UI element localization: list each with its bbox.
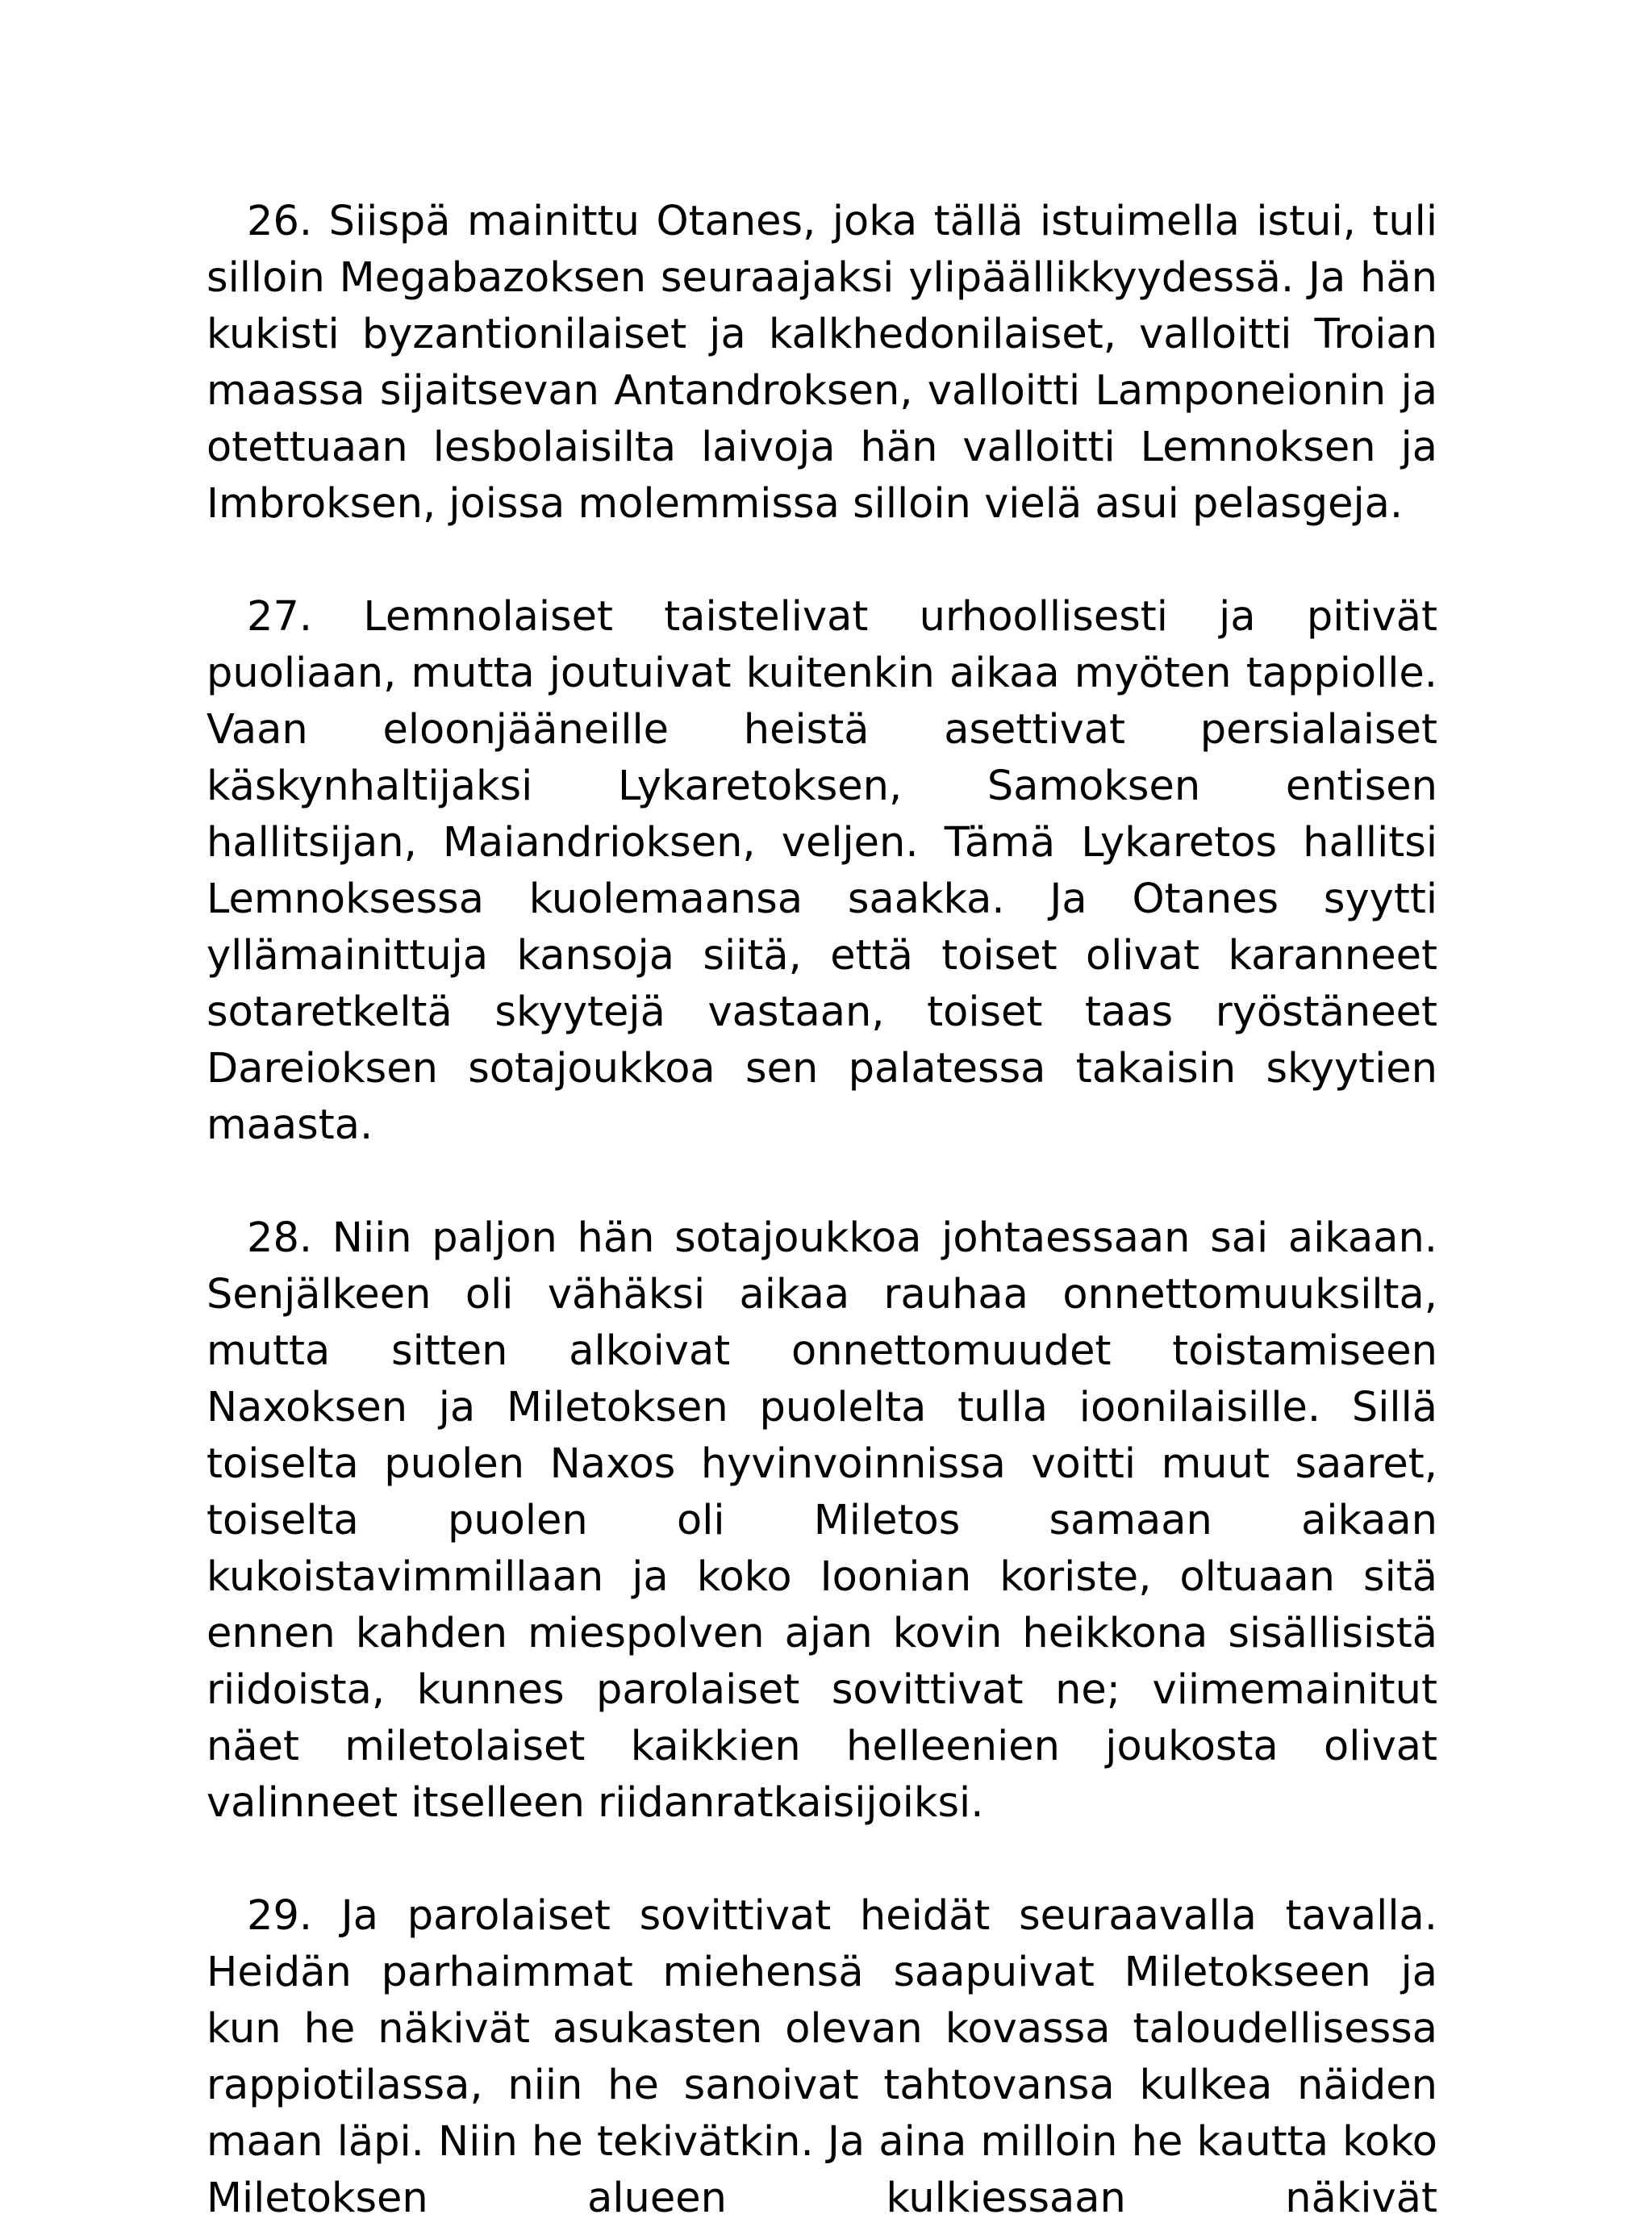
paragraph-28: 28. Niin paljon hän sotajoukkoa johtaessaan sai aikaan. Senjälkeen oli vähäksi aikaa rauhaa onnettomuuksilta, mutta sitten alkoivat onnettomuudet toistamiseen Naxoksen ja Miletoksen puolelta tulla ioonilaisille. Sillä toiselta puolen Naxos hyvinvoinnissa voitti muut saaret, toiselta puolen oli Miletos samaan aikaan kukoistavimmillaan ja koko Ioonian koriste, oltuaan sitä ennen kahden miespolven ajan kovin heikkona sisällisistä riidoista, kunnes parolaiset sovittivat ne; viimemainitut näet miletolaiset kaikkien helleenien joukosta olivat valinneet itselleen riidanratkaisijoiksi.: [206, 1214, 1437, 1827]
paragraph-27: 27. Lemnolaiset taistelivat urhoollisesti ja pitivät puoliaan, mutta joutuivat kuitenkin aikaa myöten tappiolle. Vaan eloonjääneille heistä asettivat persialaiset käskynhaltijaksi Lykaretoksen, Samoksen entisen hallitsijan, Maiandrioksen, veljen. Tämä Lykaretos hallitsi Lemnoksessa kuolemaansa saakka. Ja Otanes syytti yllämainittuja kansoja siitä, että toiset olivat karanneet sotaretkeltä skyytejä vastaan, toiset taas ryöstäneet Dareioksen sotajoukkoa sen palatessa takaisin skyytien maasta.: [206, 593, 1437, 1149]
paragraph-29: 29. Ja parolaiset sovittivat heidät seuraavalla tavalla. Heidän parhaimmat miehensä saapuivat Miletokseen ja kun he näkivät asukasten olevan kovassa taloudellisessa rappiotilassa, niin he sanoivat tahtovansa kulkea näiden maan läpi. Niin he tekivätkin. Ja aina milloin he kautta koko Miletoksen alueen kulkiessaan näkivät: [206, 1892, 1437, 2222]
document-text-body: [206, 194, 1437, 2227]
paragraph-26: 26. Siispä mainittu Otanes, joka tällä istuimella istui, tuli silloin Megabazoksen seuraajaksi ylipäällikkyydessä. Ja hän kukisti byzantionilaiset ja kalkhedonilaiset, valloitti Troian maassa sijaitsevan Antandroksen, valloitti Lamponeionin ja otettuaan lesbolaisilta laivoja hän valloitti Lemnoksen ja Imbroksen, joissa molemmissa silloin vielä asui pelasgeja.: [206, 198, 1437, 528]
